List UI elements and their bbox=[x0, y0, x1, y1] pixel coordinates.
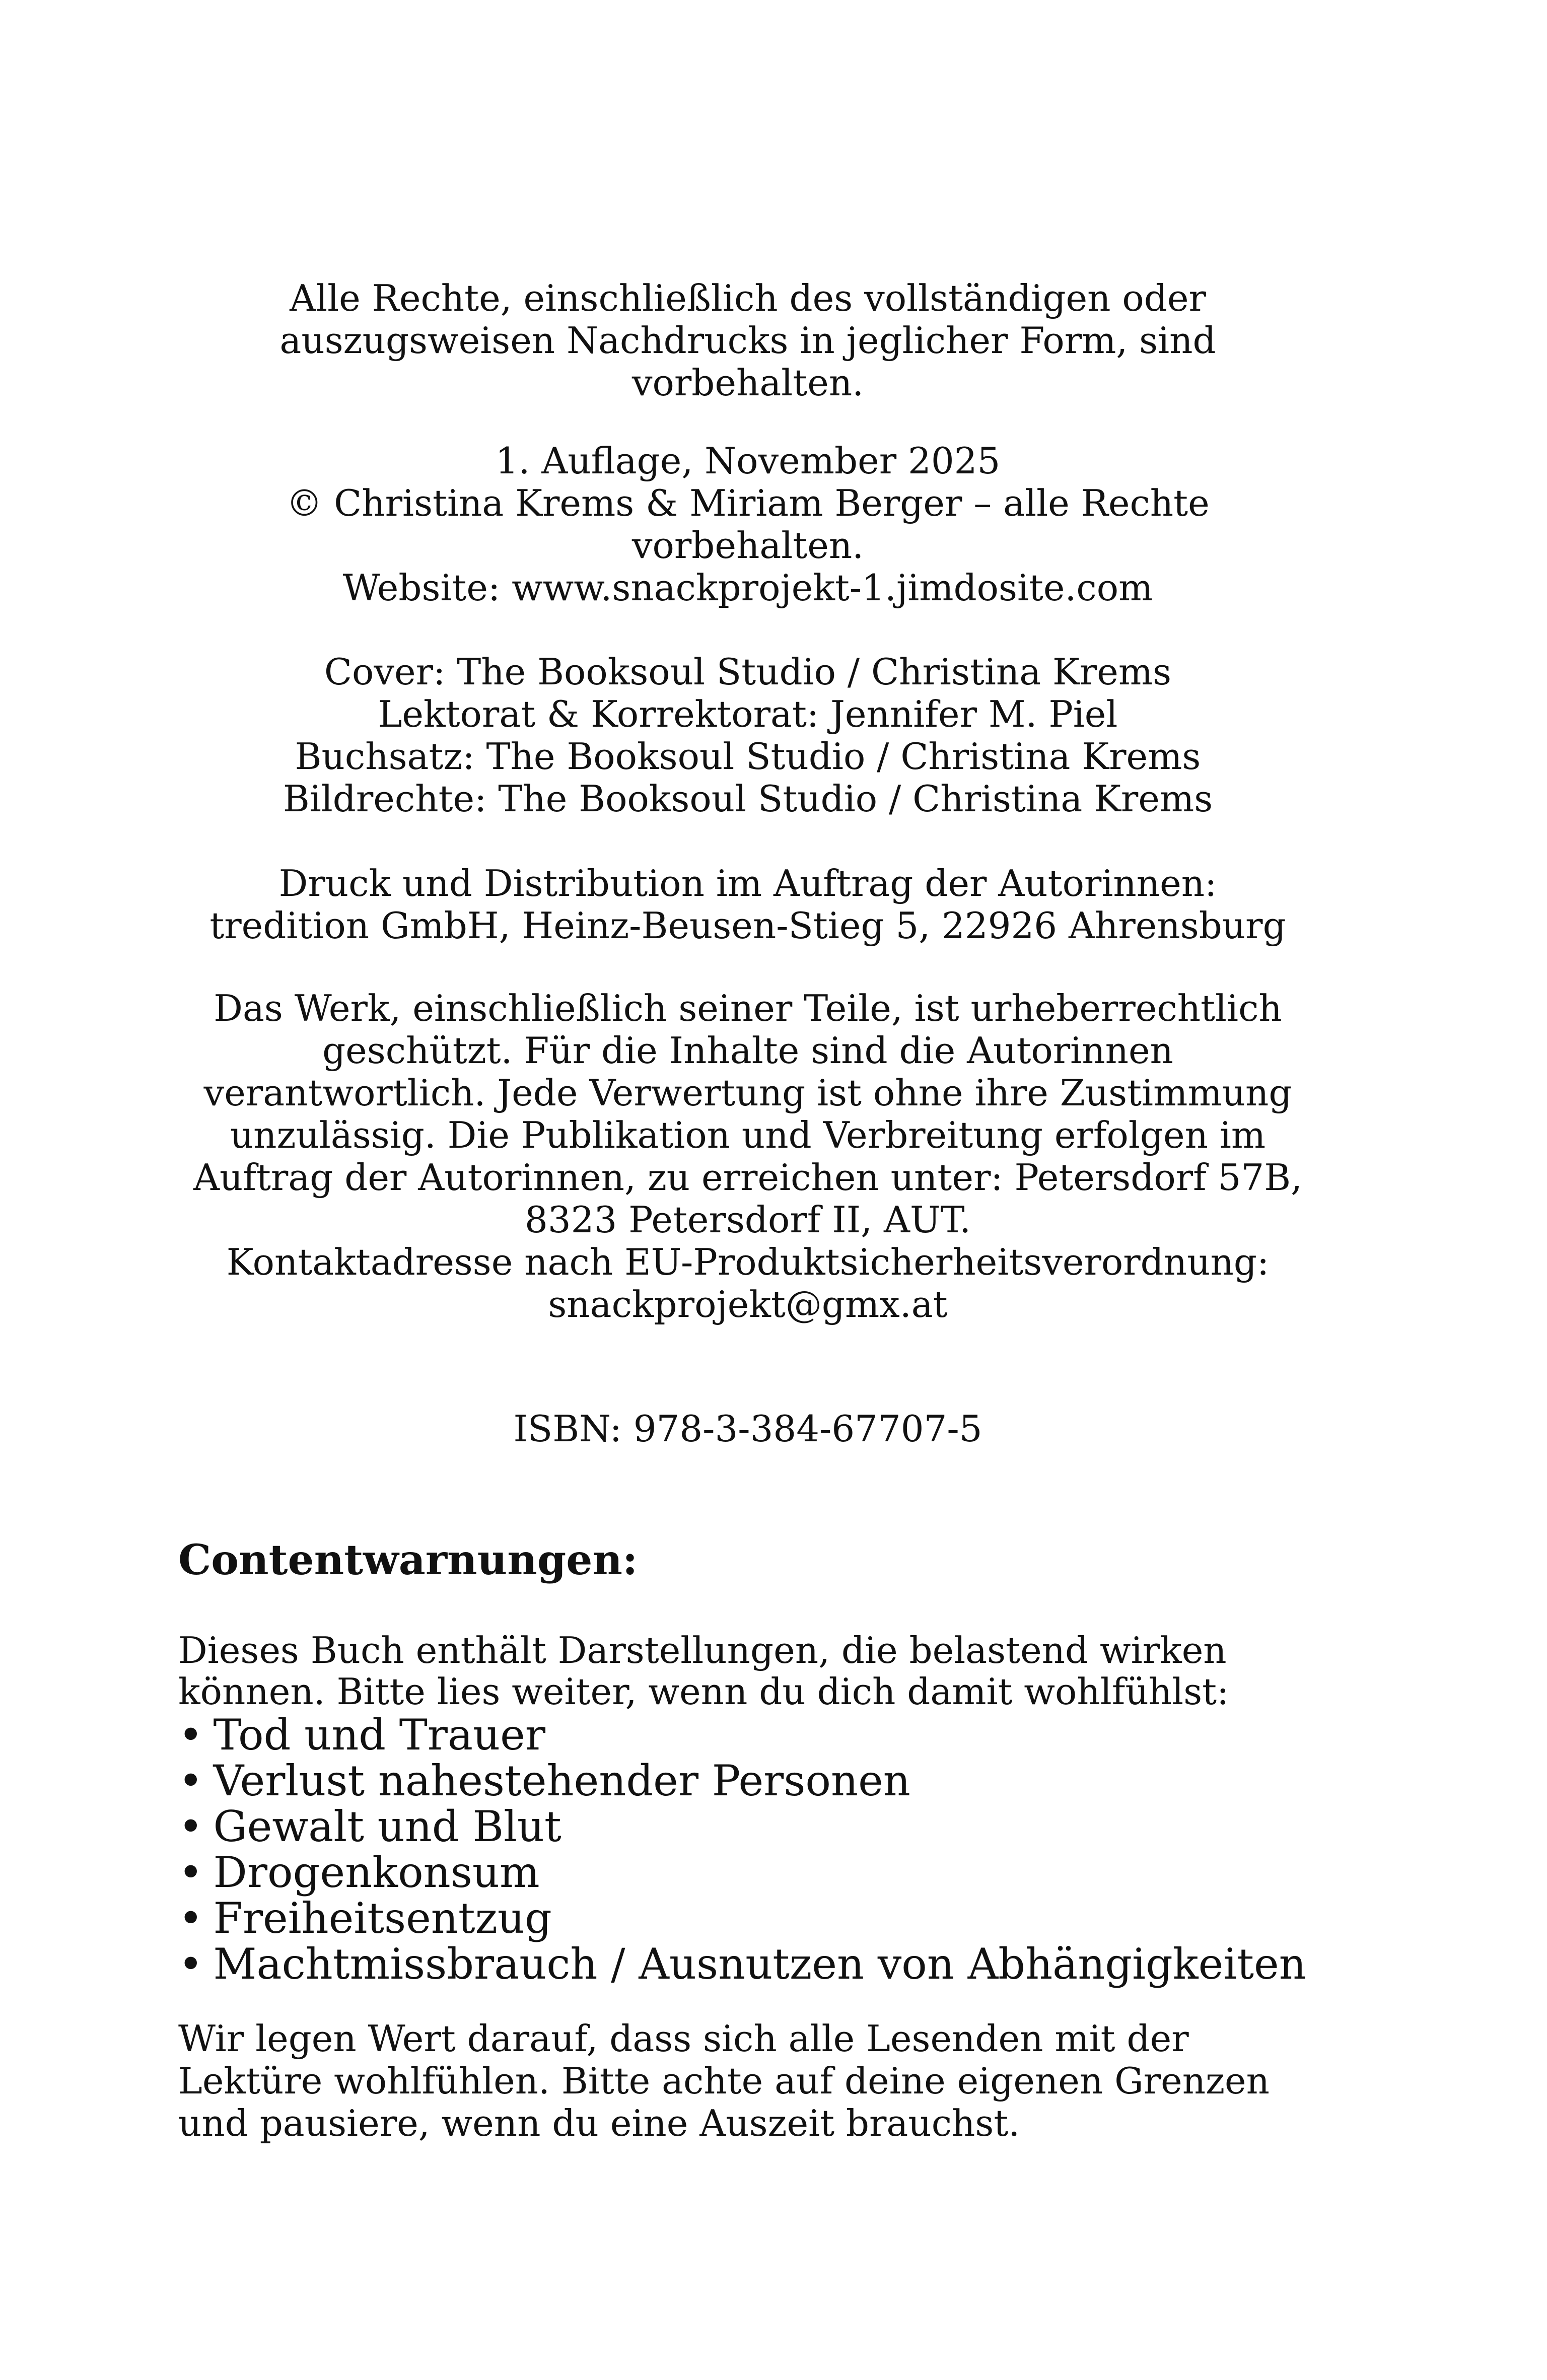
website-line: Website: www.snackprojekt-1.jimdosite.com bbox=[342, 567, 1153, 609]
list-item bbox=[178, 1804, 1387, 1850]
content-warnings-heading: Contentwarnungen: bbox=[178, 1536, 638, 1584]
list-item bbox=[178, 1941, 1387, 1987]
rights-line: Alle Rechte, einschließlich des vollständigen oder bbox=[290, 277, 1206, 319]
edition-line: 1. Auflage, November 2025 bbox=[495, 440, 1001, 482]
edition-info bbox=[166, 440, 1329, 609]
legal-line: geschützt. Für die Inhalte sind die Autorinnen bbox=[322, 1029, 1173, 1072]
image-rights-credit: Bildrechte: The Booksoul Studio / Christina Krems bbox=[283, 778, 1213, 820]
cover-credit: Cover: The Booksoul Studio / Christina Krems bbox=[324, 651, 1172, 693]
isbn bbox=[166, 1408, 1329, 1450]
typesetting-credit: Buchsatz: The Booksoul Studio / Christina Krems bbox=[295, 735, 1201, 778]
bullet-icon: • bbox=[178, 1894, 203, 1943]
legal-line: Das Werk, einschließlich seiner Teile, ist urheberrechtlich bbox=[214, 987, 1282, 1029]
print-line: tredition GmbH, Heinz-Beusen-Stieg 5, 22926 Ahrensburg bbox=[209, 904, 1286, 947]
copyright-line: vorbehalten. bbox=[631, 524, 864, 567]
rights-line: auszugsweisen Nachdrucks in jeglicher Form, sind bbox=[279, 319, 1216, 362]
intro-line: können. Bitte lies weiter, wenn du dich damit wohlfühlst: bbox=[178, 1670, 1229, 1713]
content-warnings bbox=[178, 1536, 1387, 2144]
list-item bbox=[178, 1850, 1387, 1896]
rights-notice bbox=[166, 277, 1329, 404]
copyright-line: © Christina Krems & Miriam Berger – alle Rechte bbox=[286, 482, 1210, 524]
contact-email: snackprojekt@gmx.at bbox=[548, 1283, 948, 1325]
outro-line: Wir legen Wert darauf, dass sich alle Lesenden mit der bbox=[178, 2017, 1189, 2060]
warning-item-label: Gewalt und Blut bbox=[213, 1802, 561, 1851]
warning-item-label: Verlust nahestehender Personen bbox=[213, 1756, 910, 1805]
legal-line: verantwortlich. Jede Verwertung ist ohne ihre Zustimmung bbox=[203, 1072, 1292, 1114]
legal-line: Auftrag der Autorinnen, zu erreichen unter: Petersdorf 57B, bbox=[193, 1156, 1303, 1199]
intro-line: Dieses Buch enthält Darstellungen, die belastend wirken bbox=[178, 1629, 1227, 1671]
print-distribution bbox=[166, 862, 1329, 947]
isbn-line: ISBN: 978-3-384-67707-5 bbox=[513, 1408, 982, 1450]
outro-line: Lektüre wohlfühlen. Bitte achte auf deine eigenen Grenzen bbox=[178, 2060, 1270, 2102]
warning-list bbox=[178, 1712, 1387, 1987]
bullet-icon: • bbox=[178, 1756, 203, 1805]
bullet-icon: • bbox=[178, 1848, 203, 1897]
credits bbox=[166, 651, 1329, 820]
list-item bbox=[178, 1712, 1387, 1758]
warning-item-label: Tod und Trauer bbox=[213, 1710, 545, 1760]
list-item bbox=[178, 1758, 1387, 1804]
list-item bbox=[178, 1896, 1387, 1941]
content-warnings-outro bbox=[178, 2017, 1387, 2144]
warning-item-label: Machtmissbrauch / Ausnutzen von Abhängigkeiten bbox=[213, 1939, 1306, 1989]
editing-credit: Lektorat & Korrektorat: Jennifer M. Piel bbox=[378, 693, 1118, 735]
warning-item-label: Freiheitsentzug bbox=[213, 1894, 552, 1943]
rights-line: vorbehalten. bbox=[631, 362, 864, 404]
legal-line: Kontaktadresse nach EU-Produktsicherheitsverordnung: bbox=[226, 1241, 1270, 1283]
warning-item-label: Drogenkonsum bbox=[213, 1848, 540, 1897]
outro-line: und pausiere, wenn du eine Auszeit brauchst. bbox=[178, 2102, 1020, 2144]
bullet-icon: • bbox=[178, 1710, 203, 1760]
content-warnings-intro bbox=[178, 1630, 1387, 1712]
legal-line: unzulässig. Die Publikation und Verbreitung erfolgen im bbox=[230, 1114, 1266, 1156]
bullet-icon: • bbox=[178, 1802, 203, 1851]
legal-line: 8323 Petersdorf II, AUT. bbox=[525, 1199, 971, 1241]
legal-notice bbox=[166, 987, 1329, 1325]
bullet-icon: • bbox=[178, 1939, 203, 1989]
print-line: Druck und Distribution im Auftrag der Autorinnen: bbox=[278, 862, 1217, 904]
